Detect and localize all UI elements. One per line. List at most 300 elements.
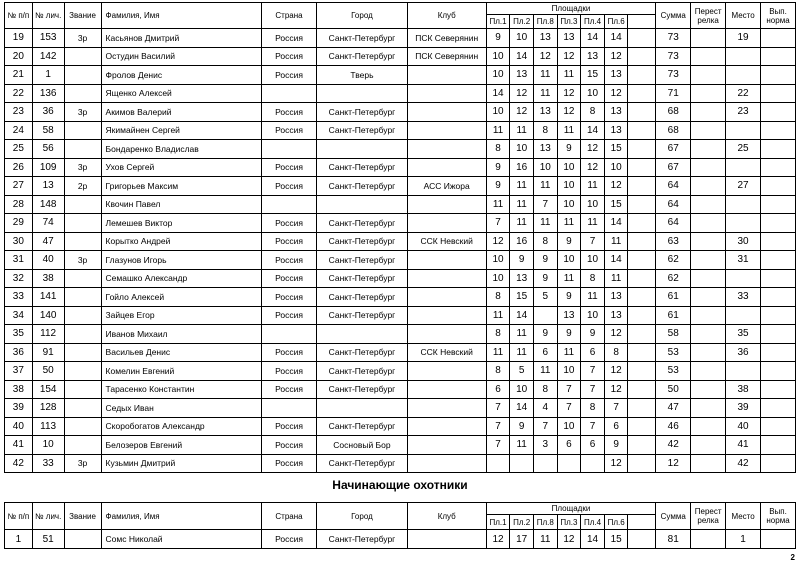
- cell-score: 12: [604, 84, 628, 103]
- cell-place: 41: [726, 436, 761, 455]
- cell-score: 3: [533, 436, 557, 455]
- cell-score: 10: [557, 195, 581, 214]
- cell-name: Ященко Алексей: [101, 84, 261, 103]
- cell-club: [407, 66, 486, 85]
- cell-score: 14: [581, 29, 605, 48]
- cell-norm: [761, 158, 796, 177]
- table-row: [5, 195, 796, 214]
- cell-score: 14: [604, 251, 628, 270]
- cell-blank: [628, 158, 656, 177]
- cell-num: 42: [5, 454, 33, 473]
- cell-rank: 3р: [64, 454, 101, 473]
- cell-rank: [64, 399, 101, 418]
- cell-sum: 64: [656, 214, 691, 233]
- cell-score: 8: [533, 121, 557, 140]
- cell-name: Корытко Андрей: [101, 232, 261, 251]
- cell-score: 11: [533, 530, 557, 549]
- cell-place: 38: [726, 380, 761, 399]
- cell-city: Санкт-Петербург: [317, 288, 407, 307]
- header-place: Место: [726, 503, 761, 530]
- cell-sum: 53: [656, 362, 691, 381]
- cell-score: 7: [604, 399, 628, 418]
- cell-score: 9: [557, 140, 581, 159]
- cell-blank: [628, 66, 656, 85]
- cell-sum: 61: [656, 288, 691, 307]
- cell-club: [407, 288, 486, 307]
- cell-score: 9: [486, 158, 510, 177]
- cell-score: 7: [581, 380, 605, 399]
- cell-score: 10: [557, 177, 581, 196]
- results-table: [4, 2, 796, 473]
- header-reshoot: Перест релка: [691, 3, 726, 29]
- cell-lic: 148: [32, 195, 64, 214]
- cell-score: 9: [510, 417, 534, 436]
- cell-score: 14: [510, 399, 534, 418]
- cell-score: 7: [581, 362, 605, 381]
- cell-score: 11: [510, 121, 534, 140]
- cell-score: 12: [557, 47, 581, 66]
- cell-score: [533, 454, 557, 473]
- cell-blank: [628, 47, 656, 66]
- cell-name: Квочин Павел: [101, 195, 261, 214]
- cell-score: 5: [533, 288, 557, 307]
- cell-score: [510, 454, 534, 473]
- header-norm: Вып. норма: [761, 3, 796, 29]
- cell-score: 11: [510, 325, 534, 344]
- cell-score: [557, 454, 581, 473]
- cell-club: ССК Невский: [407, 343, 486, 362]
- cell-lic: 154: [32, 380, 64, 399]
- table-row: [5, 362, 796, 381]
- cell-blank: [628, 436, 656, 455]
- cell-lic: 38: [32, 269, 64, 288]
- cell-blank: [628, 251, 656, 270]
- cell-reshoot: [691, 530, 726, 549]
- header-area: Пл.4: [581, 515, 605, 530]
- cell-score: 13: [510, 66, 534, 85]
- cell-rank: [64, 47, 101, 66]
- cell-norm: [761, 306, 796, 325]
- cell-score: 11: [533, 84, 557, 103]
- cell-score: 11: [557, 121, 581, 140]
- cell-score: 7: [486, 399, 510, 418]
- cell-lic: 36: [32, 103, 64, 122]
- cell-score: 15: [604, 195, 628, 214]
- cell-score: 11: [486, 306, 510, 325]
- cell-sum: 63: [656, 232, 691, 251]
- cell-norm: [761, 269, 796, 288]
- cell-num: 31: [5, 251, 33, 270]
- cell-reshoot: [691, 362, 726, 381]
- cell-score: 7: [557, 399, 581, 418]
- cell-rank: [64, 195, 101, 214]
- cell-score: 8: [604, 343, 628, 362]
- cell-score: 14: [581, 121, 605, 140]
- cell-score: 14: [581, 530, 605, 549]
- cell-sum: 50: [656, 380, 691, 399]
- cell-score: 13: [604, 288, 628, 307]
- table-row: [5, 380, 796, 399]
- cell-score: 11: [557, 269, 581, 288]
- cell-score: 7: [486, 417, 510, 436]
- cell-city: Санкт-Петербург: [317, 343, 407, 362]
- cell-blank: [628, 232, 656, 251]
- cell-num: 19: [5, 29, 33, 48]
- cell-club: [407, 103, 486, 122]
- cell-country: Россия: [261, 29, 316, 48]
- cell-country: Россия: [261, 436, 316, 455]
- cell-blank: [628, 530, 656, 549]
- cell-city: Санкт-Петербург: [317, 251, 407, 270]
- cell-lic: 136: [32, 84, 64, 103]
- cell-city: Санкт-Петербург: [317, 29, 407, 48]
- cell-club: [407, 251, 486, 270]
- cell-place: 30: [726, 232, 761, 251]
- cell-name: Акимов Валерий: [101, 103, 261, 122]
- cell-lic: 33: [32, 454, 64, 473]
- cell-norm: [761, 454, 796, 473]
- cell-city: Санкт-Петербург: [317, 47, 407, 66]
- cell-name: Лемешев Виктор: [101, 214, 261, 233]
- cell-score: 10: [486, 251, 510, 270]
- cell-norm: [761, 417, 796, 436]
- cell-num: 28: [5, 195, 33, 214]
- cell-score: 11: [557, 343, 581, 362]
- header-city: Город: [317, 3, 407, 29]
- cell-sum: 67: [656, 158, 691, 177]
- cell-sum: 73: [656, 29, 691, 48]
- cell-score: 13: [510, 269, 534, 288]
- cell-city: [317, 195, 407, 214]
- cell-city: [317, 399, 407, 418]
- cell-name: Иванов Михаил: [101, 325, 261, 344]
- cell-score: 11: [533, 66, 557, 85]
- header-area: Пл.8: [533, 515, 557, 530]
- cell-score: 11: [604, 232, 628, 251]
- cell-norm: [761, 121, 796, 140]
- cell-city: Санкт-Петербург: [317, 269, 407, 288]
- cell-score: 10: [581, 84, 605, 103]
- cell-rank: [64, 343, 101, 362]
- cell-city: Санкт-Петербург: [317, 306, 407, 325]
- cell-score: 12: [486, 530, 510, 549]
- cell-country: Россия: [261, 269, 316, 288]
- cell-rank: [64, 306, 101, 325]
- header-rank: Звание: [64, 503, 101, 530]
- cell-rank: 3р: [64, 103, 101, 122]
- cell-city: Тверь: [317, 66, 407, 85]
- cell-num: 22: [5, 84, 33, 103]
- cell-score: 12: [604, 362, 628, 381]
- table-row: [5, 214, 796, 233]
- cell-norm: [761, 343, 796, 362]
- cell-rank: [64, 288, 101, 307]
- cell-blank: [628, 84, 656, 103]
- cell-country: [261, 325, 316, 344]
- header-club: Клуб: [407, 3, 486, 29]
- cell-name: Кузьмин Дмитрий: [101, 454, 261, 473]
- cell-place: [726, 195, 761, 214]
- cell-blank: [628, 214, 656, 233]
- header-area-blank: [628, 15, 656, 29]
- header-sum: Сумма: [656, 503, 691, 530]
- cell-num: 26: [5, 158, 33, 177]
- cell-score: 8: [486, 288, 510, 307]
- header-place: Место: [726, 3, 761, 29]
- cell-blank: [628, 417, 656, 436]
- cell-score: 11: [557, 66, 581, 85]
- cell-city: Санкт-Петербург: [317, 158, 407, 177]
- cell-score: 12: [604, 380, 628, 399]
- cell-score: 10: [486, 66, 510, 85]
- cell-country: [261, 140, 316, 159]
- cell-score: 12: [557, 103, 581, 122]
- cell-score: 14: [486, 84, 510, 103]
- cell-norm: [761, 436, 796, 455]
- cell-norm: [761, 288, 796, 307]
- cell-lic: 128: [32, 399, 64, 418]
- table-row: [5, 251, 796, 270]
- cell-sum: 68: [656, 103, 691, 122]
- cell-country: Россия: [261, 103, 316, 122]
- cell-reshoot: [691, 121, 726, 140]
- cell-score: 11: [510, 195, 534, 214]
- cell-country: Россия: [261, 417, 316, 436]
- cell-reshoot: [691, 195, 726, 214]
- cell-rank: [64, 530, 101, 549]
- cell-reshoot: [691, 214, 726, 233]
- table-row: [5, 269, 796, 288]
- cell-sum: 47: [656, 399, 691, 418]
- cell-score: 13: [604, 306, 628, 325]
- cell-place: 36: [726, 343, 761, 362]
- cell-score: 12: [557, 530, 581, 549]
- cell-score: 10: [557, 362, 581, 381]
- cell-club: ПСК Северянин: [407, 29, 486, 48]
- cell-club: ПСК Северянин: [407, 47, 486, 66]
- cell-lic: 91: [32, 343, 64, 362]
- cell-score: 16: [510, 158, 534, 177]
- table-row: [5, 177, 796, 196]
- cell-score: 7: [486, 214, 510, 233]
- cell-club: [407, 121, 486, 140]
- cell-score: 7: [581, 232, 605, 251]
- cell-rank: 3р: [64, 251, 101, 270]
- cell-rank: [64, 214, 101, 233]
- table-row: [5, 103, 796, 122]
- cell-score: 7: [486, 436, 510, 455]
- cell-score: 11: [581, 177, 605, 196]
- cell-lic: 1: [32, 66, 64, 85]
- cell-norm: [761, 84, 796, 103]
- cell-reshoot: [691, 103, 726, 122]
- cell-reshoot: [691, 29, 726, 48]
- cell-sum: 64: [656, 195, 691, 214]
- cell-country: [261, 195, 316, 214]
- header-lic: № лич.: [32, 503, 64, 530]
- cell-score: 14: [510, 47, 534, 66]
- cell-place: [726, 66, 761, 85]
- header-areas: Площадки: [486, 503, 656, 515]
- header-area: Пл.2: [510, 515, 534, 530]
- cell-score: 11: [510, 177, 534, 196]
- cell-rank: [64, 121, 101, 140]
- cell-club: [407, 140, 486, 159]
- cell-blank: [628, 195, 656, 214]
- cell-score: 7: [557, 380, 581, 399]
- header-area: Пл.8: [533, 15, 557, 29]
- cell-sum: 12: [656, 454, 691, 473]
- cell-sum: 62: [656, 251, 691, 270]
- cell-name: Гойло Алексей: [101, 288, 261, 307]
- cell-club: [407, 195, 486, 214]
- cell-score: 11: [533, 177, 557, 196]
- cell-country: Россия: [261, 306, 316, 325]
- cell-sum: 58: [656, 325, 691, 344]
- cell-place: 23: [726, 103, 761, 122]
- cell-country: Россия: [261, 66, 316, 85]
- header-lic: № лич.: [32, 3, 64, 29]
- cell-place: 35: [726, 325, 761, 344]
- table-row: [5, 140, 796, 159]
- cell-club: [407, 454, 486, 473]
- cell-score: 12: [486, 232, 510, 251]
- cell-lic: 56: [32, 140, 64, 159]
- cell-name: Ухов Сергей: [101, 158, 261, 177]
- cell-score: 6: [533, 343, 557, 362]
- cell-reshoot: [691, 140, 726, 159]
- cell-rank: [64, 84, 101, 103]
- cell-city: Санкт-Петербург: [317, 530, 407, 549]
- cell-place: [726, 158, 761, 177]
- cell-score: 9: [557, 325, 581, 344]
- header-city: Город: [317, 503, 407, 530]
- cell-score: 15: [581, 66, 605, 85]
- cell-score: 9: [604, 436, 628, 455]
- cell-num: 38: [5, 380, 33, 399]
- cell-club: [407, 325, 486, 344]
- cell-score: 9: [557, 288, 581, 307]
- cell-score: 13: [604, 66, 628, 85]
- cell-rank: [64, 269, 101, 288]
- cell-num: 24: [5, 121, 33, 140]
- cell-lic: 140: [32, 306, 64, 325]
- cell-score: 10: [557, 417, 581, 436]
- cell-place: 33: [726, 288, 761, 307]
- cell-club: [407, 436, 486, 455]
- cell-reshoot: [691, 454, 726, 473]
- cell-norm: [761, 530, 796, 549]
- cell-blank: [628, 306, 656, 325]
- cell-score: 13: [581, 47, 605, 66]
- cell-name: Тарасенко Константин: [101, 380, 261, 399]
- cell-norm: [761, 399, 796, 418]
- cell-club: [407, 269, 486, 288]
- table-row: [5, 325, 796, 344]
- cell-place: [726, 47, 761, 66]
- cell-sum: 61: [656, 306, 691, 325]
- cell-score: 8: [486, 362, 510, 381]
- cell-num: 36: [5, 343, 33, 362]
- table-row: [5, 530, 796, 549]
- cell-num: 27: [5, 177, 33, 196]
- cell-reshoot: [691, 436, 726, 455]
- cell-score: 9: [557, 232, 581, 251]
- cell-num: 20: [5, 47, 33, 66]
- cell-score: 11: [510, 436, 534, 455]
- cell-score: 15: [510, 288, 534, 307]
- cell-score: 10: [510, 29, 534, 48]
- cell-place: 22: [726, 84, 761, 103]
- header-area: Пл.1: [486, 515, 510, 530]
- cell-blank: [628, 454, 656, 473]
- cell-sum: 73: [656, 66, 691, 85]
- cell-country: [261, 399, 316, 418]
- cell-score: 14: [604, 214, 628, 233]
- cell-score: 10: [604, 158, 628, 177]
- cell-city: Санкт-Петербург: [317, 177, 407, 196]
- cell-score: 13: [557, 306, 581, 325]
- cell-name: Белозеров Евгений: [101, 436, 261, 455]
- cell-reshoot: [691, 177, 726, 196]
- section-title: Начинающие охотники: [332, 478, 468, 492]
- cell-num: 39: [5, 399, 33, 418]
- beginners-table: [4, 502, 796, 549]
- header-club: Клуб: [407, 503, 486, 530]
- table-row: [5, 66, 796, 85]
- cell-club: АСС Ижора: [407, 177, 486, 196]
- cell-city: Сосновый Бор: [317, 436, 407, 455]
- cell-blank: [628, 29, 656, 48]
- cell-score: 6: [486, 380, 510, 399]
- header-reshoot: Перест релка: [691, 503, 726, 530]
- cell-score: 9: [510, 251, 534, 270]
- cell-score: 10: [581, 306, 605, 325]
- table-row: [5, 47, 796, 66]
- cell-place: 1: [726, 530, 761, 549]
- cell-score: 11: [486, 343, 510, 362]
- cell-num: 30: [5, 232, 33, 251]
- cell-score: 11: [581, 214, 605, 233]
- cell-score: 14: [510, 306, 534, 325]
- cell-place: 27: [726, 177, 761, 196]
- header-area: Пл.3: [557, 15, 581, 29]
- cell-reshoot: [691, 251, 726, 270]
- cell-score: [581, 454, 605, 473]
- table-row: [5, 436, 796, 455]
- table-row: [5, 306, 796, 325]
- cell-rank: [64, 380, 101, 399]
- cell-score: [486, 454, 510, 473]
- cell-name: Якимайнен Сергей: [101, 121, 261, 140]
- cell-city: Санкт-Петербург: [317, 454, 407, 473]
- cell-lic: 51: [32, 530, 64, 549]
- cell-lic: 40: [32, 251, 64, 270]
- header-area: Пл.6: [604, 515, 628, 530]
- cell-score: 13: [604, 121, 628, 140]
- cell-score: 12: [510, 103, 534, 122]
- cell-lic: 141: [32, 288, 64, 307]
- cell-country: [261, 84, 316, 103]
- cell-reshoot: [691, 325, 726, 344]
- table-row: [5, 399, 796, 418]
- cell-name: Семашко Александр: [101, 269, 261, 288]
- cell-city: [317, 84, 407, 103]
- cell-place: [726, 269, 761, 288]
- cell-reshoot: [691, 66, 726, 85]
- cell-rank: 3р: [64, 158, 101, 177]
- cell-score: 7: [533, 417, 557, 436]
